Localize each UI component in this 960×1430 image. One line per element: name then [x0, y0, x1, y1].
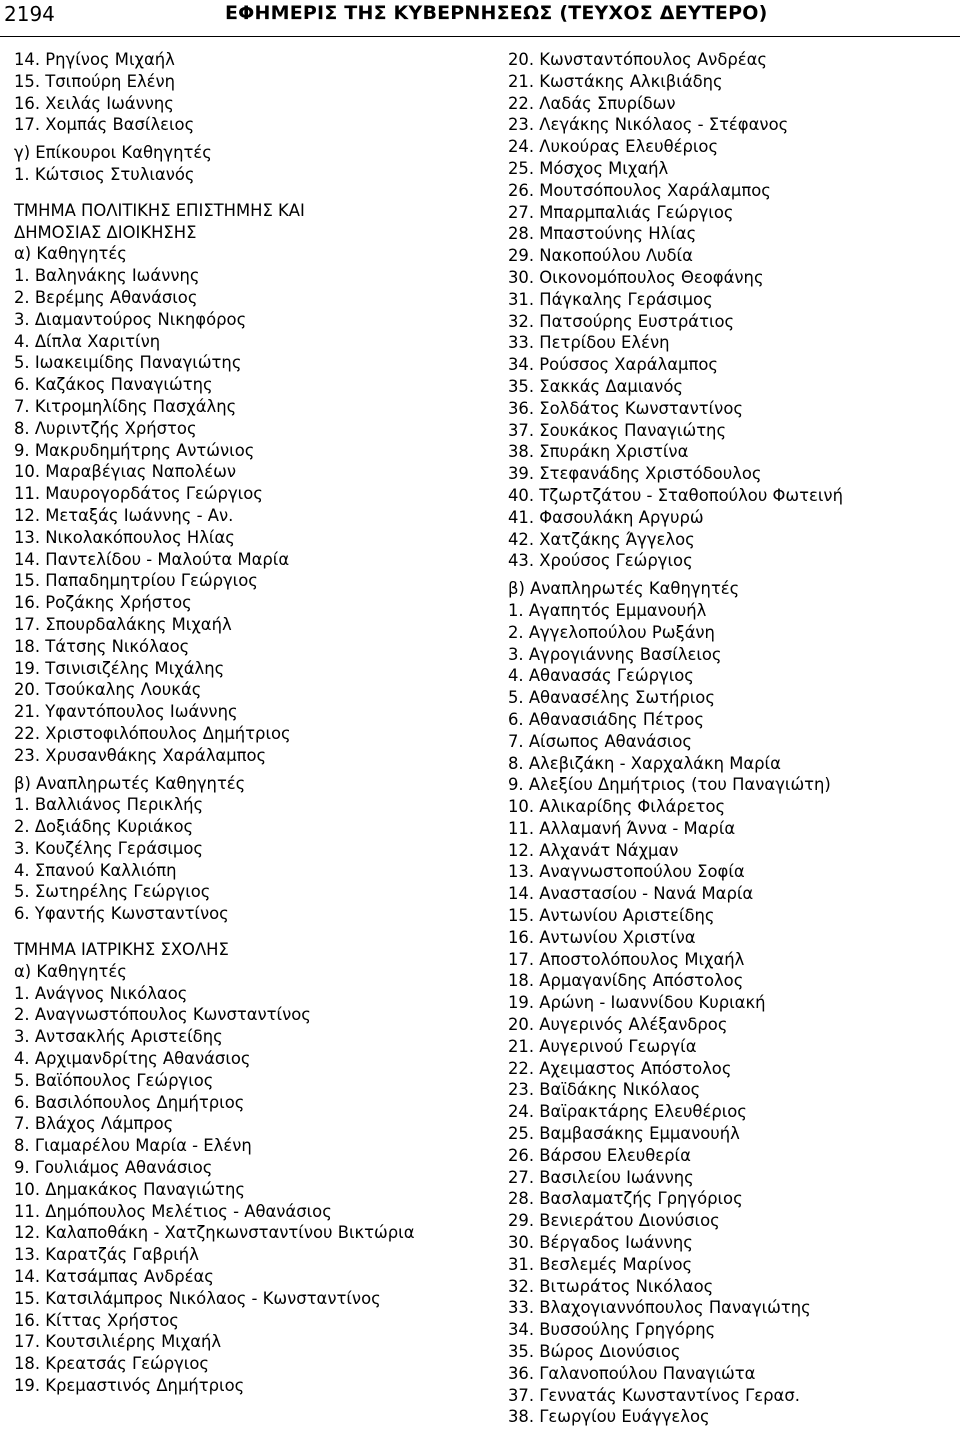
- list-item: 42. Χατζάκης Άγγελος: [508, 529, 695, 549]
- left-column: [14, 49, 484, 1397]
- list-item: 31. Πάγκαλης Γεράσιμος: [508, 289, 713, 309]
- list-item: ΤΜΗΜΑ ΠΟΛΙΤΙΚΗΣ ΕΠΙΣΤΗΜΗΣ ΚΑΙ: [14, 200, 305, 220]
- list-item: 12. Αλχανάτ Νάχμαν: [508, 840, 679, 860]
- list-item: 9. Αλεξίου Δημήτριος (του Παναγιώτη): [508, 775, 831, 795]
- spacer: [14, 925, 484, 939]
- list-item: 2. Δοξιάδης Κυριάκος: [14, 817, 194, 837]
- list-item: 15. Αντωνίου Αριστείδης: [508, 906, 715, 926]
- list-item: 28. Βασλαματζής Γρηγόριος: [508, 1189, 743, 1209]
- list-item: 32. Βιτωράτος Νικόλαος: [508, 1276, 714, 1296]
- list-item: 14. Αναστασίου - Νανά Μαρία: [508, 884, 754, 904]
- list-item: 6. Καζάκος Παναγιώτης: [14, 375, 213, 395]
- list-item: 7. Κιτρομηλίδης Πασχάλης: [14, 396, 237, 416]
- gazette-title: ΕΦΗΜΕΡΙΣ ΤΗΣ ΚΥΒΕΡΝΗΣΕΩΣ (ΤΕΥΧΟΣ ΔΕΥΤΕΡΟ): [225, 2, 768, 24]
- list-item: 2. Αγγελοπούλου Ρωξάνη: [508, 622, 715, 642]
- list-item: 18. Κρεατσάς Γεώργιος: [14, 1354, 209, 1374]
- list-item: 18. Αρμαγανίδης Απόστολος: [508, 971, 744, 991]
- list-item: 2. Βερέμης Αθανάσιος: [14, 287, 198, 307]
- list-item: 5. Βαϊόπουλος Γεώργιος: [14, 1070, 214, 1090]
- list-item: 28. Μπαστούνης Ηλίας: [508, 224, 697, 244]
- list-item: 38. Σπυράκη Χριστίνα: [508, 442, 689, 462]
- list-item: 1. Βαλλιάνος Περικλής: [14, 795, 204, 815]
- list-item: 29. Βενιεράτου Διονύσιος: [508, 1211, 720, 1231]
- list-item: 4. Αθανασάς Γεώργιος: [508, 666, 694, 686]
- list-item: 20. Αυγερινός Αλέξανδρος: [508, 1015, 728, 1035]
- right-column: [508, 49, 960, 1428]
- list-item: 22. Λαδάς Σπυρίδων: [508, 93, 676, 113]
- list-item: 6. Βασιλόπουλος Δημήτριος: [14, 1092, 245, 1112]
- list-item: 16. Χειλάς Ιωάννης: [14, 93, 174, 113]
- list-item: 17. Αποστολόπουλος Μιχαήλ: [508, 949, 745, 969]
- list-item: 18. Τάτσης Νικόλαος: [14, 636, 190, 656]
- list-item: 6. Αθανασιάδης Πέτρος: [508, 709, 704, 729]
- spacer: [14, 186, 484, 200]
- list-item: α) Καθηγητές: [14, 961, 127, 981]
- list-item: 43. Χρούσος Γεώργιος: [508, 551, 693, 571]
- list-item: 17. Κουτσιλιέρης Μιχαήλ: [14, 1332, 222, 1352]
- list-item: 12. Μεταξάς Ιωάννης - Αν.: [14, 505, 234, 525]
- list-item: 19. Κρεμαστινός Δημήτριος: [14, 1376, 245, 1396]
- list-item: 26. Μουτσόπουλος Χαράλαμπος: [508, 180, 771, 200]
- page-number: 2194: [4, 2, 55, 26]
- list-item: 31. Βεσλεμές Μαρίνος: [508, 1254, 693, 1274]
- list-item: 35. Βώρος Διονύσιος: [508, 1342, 681, 1362]
- list-item: 5. Ιωακειμίδης Παναγιώτης: [14, 353, 242, 373]
- list-item: 30. Οικονομόπουλος Θεοφάνης: [508, 267, 764, 287]
- list-item: 23. Χρυσανθάκης Χαράλαμπος: [14, 745, 267, 765]
- list-item: 3. Αγρογιάννης Βασίλειος: [508, 644, 722, 664]
- list-item: 7. Αίσωπος Αθανάσιος: [508, 731, 693, 751]
- list-item: 10. Δημακάκος Παναγιώτης: [14, 1179, 246, 1199]
- list-item: 17. Σπουρδαλάκης Μιχαήλ: [14, 614, 232, 634]
- list-item: 9. Μακρυδημήτρης Αντώνιος: [14, 440, 255, 460]
- list-item: 7. Βλάχος Λάμπρος: [14, 1114, 174, 1134]
- list-item: 16. Κίττας Χρήστος: [14, 1310, 179, 1330]
- list-item: 15. Παπαδημητρίου Γεώργιος: [14, 571, 258, 591]
- list-item: 8. Λυριντζής Χρήστος: [14, 418, 197, 438]
- list-item: 23. Βαϊδάκης Νικόλαος: [508, 1080, 701, 1100]
- list-item: 39. Στεφανάδης Χριστόδουλος: [508, 464, 762, 484]
- list-item: 4. Σπανού Καλλιόπη: [14, 860, 177, 880]
- list-item: 14. Κατσάμπας Ανδρέας: [14, 1267, 214, 1287]
- list-item: 27. Βασιλείου Ιωάννης: [508, 1167, 694, 1187]
- list-item: α) Καθηγητές: [14, 244, 127, 264]
- list-item: 19. Τσινισιζέλης Μιχάλης: [14, 658, 225, 678]
- list-item: 15. Κατσιλάμπρος Νικόλαος - Κωνσταντίνος: [14, 1288, 381, 1308]
- list-item: 1. Κώτσιος Στυλιανός: [14, 164, 195, 184]
- list-item: 12. Καλαποθάκη - Χατζηκωνσταντίνου Βικτώρια: [14, 1223, 415, 1243]
- list-item: 10. Μαραβέγιας Ναπολέων: [14, 462, 237, 482]
- list-item: 37. Γεννατάς Κωνσταντίνος Γερασ.: [508, 1385, 800, 1405]
- list-item: 5. Αθανασέλης Σωτήριος: [508, 688, 715, 708]
- list-item: 36. Γαλανοπούλου Παναγιώτα: [508, 1363, 756, 1383]
- list-item: 19. Αρώνη - Ιωαννίδου Κυριακή: [508, 993, 766, 1013]
- list-item: 17. Χομπάς Βασίλειος: [14, 115, 195, 135]
- list-item: 16. Ροζάκης Χρήστος: [14, 593, 192, 613]
- list-item: 8. Γιαμαρέλου Μαρία - Ελένη: [14, 1136, 252, 1156]
- list-item: 8. Αλεβιζάκη - Χαρχαλάκη Μαρία: [508, 753, 781, 773]
- list-item: 4. Αρχιμανδρίτης Αθανάσιος: [14, 1049, 251, 1069]
- list-item: 25. Μόσχος Μιχαήλ: [508, 158, 669, 178]
- list-item: ΤΜΗΜΑ ΙΑΤΡΙΚΗΣ ΣΧΟΛΗΣ: [14, 940, 229, 960]
- list-item: 13. Νικολακόπουλος Ηλίας: [14, 527, 235, 547]
- list-item: 3. Κουζέλης Γεράσιμος: [14, 838, 204, 858]
- list-item: 13. Αναγνωστοπούλου Σοφία: [508, 862, 745, 882]
- list-item: 6. Υφαντής Κωνσταντίνος: [14, 904, 229, 924]
- list-item: 37. Σουκάκος Παναγιώτης: [508, 420, 727, 440]
- list-item: β) Αναπληρωτές Καθηγητές: [508, 579, 740, 599]
- list-item: 29. Νακοπούλου Λυδία: [508, 246, 693, 266]
- list-item: 38. Γεωργίου Ευάγγελος: [508, 1407, 710, 1427]
- list-item: 24. Λυκούρας Ελευθέριος: [508, 137, 719, 157]
- list-item: 11. Μαυρογορδάτος Γεώργιος: [14, 484, 263, 504]
- list-item: 21. Κωστάκης Αλκιβιάδης: [508, 71, 723, 91]
- list-item: 22. Αχειμαστος Απόστολος: [508, 1058, 732, 1078]
- list-item: 1. Βαληνάκης Ιωάννης: [14, 266, 200, 286]
- list-item: 3. Διαμαντούρος Νικηφόρος: [14, 309, 247, 329]
- list-item: 21. Αυγερινού Γεωργία: [508, 1036, 697, 1056]
- list-item: 33. Βλαχογιαννόπουλος Παναγιώτης: [508, 1298, 811, 1318]
- list-item: ΔΗΜΟΣΙΑΣ ΔΙΟΙΚΗΣΗΣ: [14, 222, 197, 242]
- list-item: 41. Φασουλάκη Αργυρώ: [508, 507, 704, 527]
- list-item: 32. Πατσούρης Ευστράτιος: [508, 311, 735, 331]
- list-item: 5. Σωτηρέλης Γεώργιος: [14, 882, 211, 902]
- list-item: 40. Τζωρτζάτου - Σταθοπούλου Φωτεινή: [508, 485, 843, 505]
- list-item: 3. Αντσακλής Αριστείδης: [14, 1027, 223, 1047]
- list-item: 20. Κωνσταντόπουλος Ανδρέας: [508, 50, 768, 69]
- list-item: 34. Βυσσούλης Γρηγόρης: [508, 1320, 716, 1340]
- list-item: 9. Γουλιάμος Αθανάσιος: [14, 1158, 213, 1178]
- list-item: 25. Βαμβασάκης Εμμανουήλ: [508, 1124, 740, 1144]
- list-item: 14. Παντελίδου - Μαλούτα Μαρία: [14, 549, 290, 569]
- list-item: 2. Αναγνωστόπουλος Κωνσταντίνος: [14, 1005, 311, 1025]
- list-item: 16. Αντωνίου Χριστίνα: [508, 927, 696, 947]
- list-item: 11. Δημόπουλος Μελέτιος - Αθανάσιος: [14, 1201, 332, 1221]
- list-item: β) Αναπληρωτές Καθηγητές: [14, 773, 246, 793]
- list-item: 26. Βάρσου Ελευθερία: [508, 1145, 691, 1165]
- list-item: 23. Λεγάκης Νικόλαος - Στέφανος: [508, 115, 789, 135]
- list-item: 35. Σακκάς Δαμιανός: [508, 376, 683, 396]
- list-item: 20. Τσούκαλης Λουκάς: [14, 680, 202, 700]
- list-item: 33. Πετρίδου Ελένη: [508, 333, 670, 353]
- page-header: [0, 0, 960, 37]
- list-item: 34. Ρούσσος Χαράλαμπος: [508, 355, 718, 375]
- list-item: 15. Τσιπούρη Ελένη: [14, 71, 176, 91]
- list-item: 14. Ρηγίνος Μιχαήλ: [14, 50, 175, 69]
- list-item: 4. Δίπλα Χαριτίνη: [14, 331, 161, 351]
- list-item: 22. Χριστοφιλόπουλος Δημήτριος: [14, 723, 291, 743]
- list-item: 1. Ανάγνος Νικόλαος: [14, 983, 188, 1003]
- list-item: 24. Βαϊρακτάρης Ελευθέριος: [508, 1102, 747, 1122]
- list-item: 27. Μπαρμπαλιάς Γεώργιος: [508, 202, 734, 222]
- list-item: 13. Καρατζάς Γαβριήλ: [14, 1245, 199, 1265]
- list-item: 10. Αλικαρίδης Φιλάρετος: [508, 797, 726, 817]
- list-item: 11. Αλλαμανή Άννα - Μαρία: [508, 818, 736, 838]
- list-item: 21. Υφαντόπουλος Ιωάννης: [14, 702, 238, 722]
- list-item: 36. Σολδάτος Κωνσταντίνος: [508, 398, 743, 418]
- list-item: γ) Επίκουροι Καθηγητές: [14, 143, 212, 163]
- list-item: 1. Αγαπητός Εμμανουήλ: [508, 600, 707, 620]
- list-item: 30. Βέργαδος Ιωάννης: [508, 1233, 693, 1253]
